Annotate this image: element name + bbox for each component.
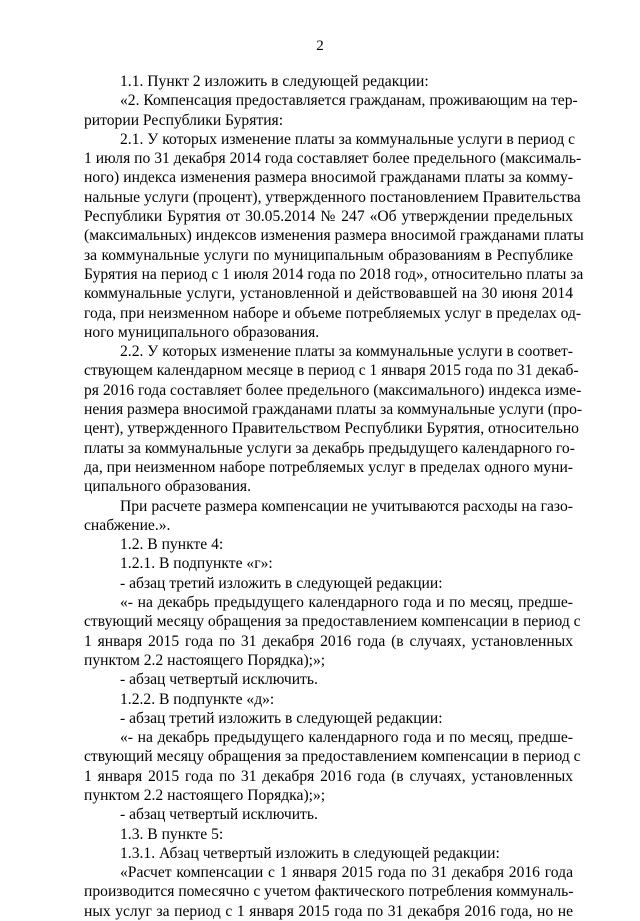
text-line: ных услуг за период с 1 января 2015 года по 31 декабря 2016 года, но не — [84, 902, 573, 920]
text-line: пунктом 2.2 настоящего Порядка);»; — [84, 651, 326, 669]
text-line: ного муниципального образования. — [84, 323, 320, 341]
page-number: 2 — [316, 38, 324, 54]
text-line: 1 января 2015 года по 31 декабря 2016 года (в случаях, установленных — [84, 632, 573, 650]
text-line: При расчете размера компенсации не учитываются расходы на газо- — [120, 497, 573, 515]
text-line: ного) индекса изменения размера вносимой гражданами платы за комму- — [84, 169, 573, 187]
text-line: 1.2.1. В подпункте «г»: — [120, 555, 273, 573]
text-line: 1.1. Пункт 2 изложить в следующей редакции: — [120, 73, 429, 90]
text-line: снабжение.». — [84, 516, 171, 534]
text-line: - абзац третий изложить в следующей редакции: — [120, 709, 443, 727]
text-line: 1.3. В пункте 5: — [120, 825, 224, 843]
text-line: Бурятия на период с 1 июля 2014 года по 2018 год», относительно платы за — [84, 265, 584, 283]
text-line: 1.2. В пункте 4: — [120, 536, 224, 554]
text-line: года, при неизменном наборе и объеме потребляемых услуг в пределах од- — [84, 304, 582, 322]
text-line: - абзац четвертый исключить. — [120, 806, 318, 824]
text-line: ритории Республики Бурятия: — [84, 111, 284, 129]
text-line: ствующий месяцу обращения за предоставлением компенсации в период с — [84, 748, 581, 766]
text-line: 1.2.2. В подпункте «д»: — [120, 690, 275, 708]
text-line: «- на декабрь предыдущего календарного года и по месяц, предше- — [120, 594, 573, 612]
text-line: цент), утвержденного Правительством Республики Бурятия, относительно — [84, 420, 579, 438]
text-line: да, при неизменном наборе потребляемых услуг в пределах одного муни- — [84, 458, 573, 476]
text-line: нальные услуги (процент), утвержденного постановлением Правительства — [84, 188, 581, 206]
text-line: «Расчет компенсации с 1 января 2015 года по 31 декабря 2016 года — [120, 864, 573, 882]
text-line: платы за коммунальные услуги за декабрь предыдущего календарного го- — [84, 439, 575, 457]
text-line: 1 июля по 31 декабря 2014 года составляет более предельного (максималь- — [84, 150, 582, 168]
text-line: за коммунальные услуги по муниципальным образованиям в Республике — [84, 246, 573, 264]
text-line: Республики Бурятия от 30.05.2014 № 247 «Об утверждении предельных — [84, 208, 573, 226]
text-line: - абзац четвертый исключить. — [120, 671, 318, 689]
text-line: производится помесячно с учетом фактического потребления коммуналь- — [84, 883, 574, 901]
text-line: 2.2. У которых изменение платы за коммунальные услуги в соответ- — [120, 343, 573, 361]
text-line: 2.1. У которых изменение платы за коммунальные услуги в период с — [120, 130, 576, 148]
text-line: ря 2016 года составляет более предельного (максимального) индекса изме- — [84, 381, 582, 399]
text-line: ствующем календарном месяце в период с 1 января 2015 года по 31 декаб- — [84, 362, 579, 380]
text-line: «2. Компенсация предоставляется гражданам, проживающим на тер- — [120, 92, 578, 110]
text-line: 1.3.1. Абзац четвертый изложить в следующей редакции: — [120, 844, 500, 862]
text-line: пунктом 2.2 настоящего Порядка);»; — [84, 786, 326, 804]
text-line: «- на декабрь предыдущего календарного года и по месяц, предше- — [120, 729, 573, 747]
text-line: нения размера вносимой гражданами платы за коммунальные услуги (про- — [84, 401, 583, 419]
text-line: - абзац третий изложить в следующей редакции: — [120, 574, 443, 592]
text-line: ципального образования. — [84, 478, 251, 496]
text-line: ствующий месяцу обращения за предоставлением компенсации в период с — [84, 613, 581, 631]
text-line: (максимальных) индексов изменения размера вносимой гражданами платы — [84, 227, 584, 245]
text-line: коммунальные услуги, установленной и действовавшей на 30 июня 2014 — [84, 285, 573, 303]
text-line: 1 января 2015 года по 31 декабря 2016 года (в случаях, установленных — [84, 767, 573, 785]
document-body — [84, 72, 584, 921]
